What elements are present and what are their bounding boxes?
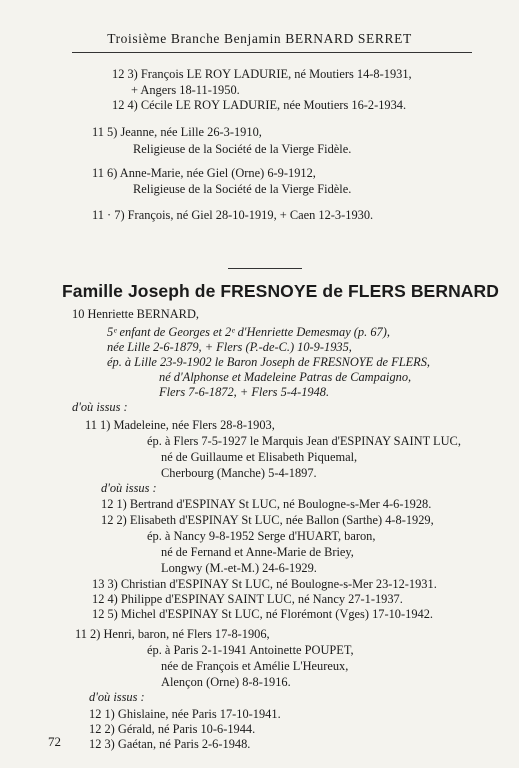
genealogy-line: ép. à Flers 7-5-1927 le Marquis Jean d'ESPINAY SAINT LUC, bbox=[147, 434, 461, 448]
header-rule bbox=[72, 52, 472, 53]
genealogy-line: ép. à Nancy 9-8-1952 Serge d'HUART, baron, bbox=[147, 529, 376, 543]
genealogy-line: ép. à Lille 23-9-1902 le Baron Joseph de FRESNOYE de FLERS, bbox=[107, 355, 431, 369]
genealogy-line: Alençon (Orne) 8-8-1916. bbox=[161, 675, 291, 689]
genealogy-line: né de Guillaume et Elisabeth Piquemal, bbox=[161, 450, 358, 464]
genealogy-line: 12 4) Cécile LE ROY LADURIE, née Moutiers 16-2-1934. bbox=[112, 98, 407, 112]
genealogy-line: né d'Alphonse et Madeleine Patras de Campaigno, bbox=[159, 370, 412, 384]
genealogy-line: Religieuse de la Société de la Vierge Fidèle. bbox=[133, 142, 352, 156]
family-title: Famille Joseph de FRESNOYE de FLERS BERNARD bbox=[62, 281, 500, 301]
genealogy-line: Cherbourg (Manche) 5-4-1897. bbox=[161, 466, 317, 480]
genealogy-line: Flers 7-6-1872, + Flers 5-4-1948. bbox=[159, 385, 330, 399]
genealogy-line: née de François et Amélie L'Heureux, bbox=[161, 659, 349, 673]
genealogy-line: d'où issus : bbox=[101, 481, 157, 495]
genealogy-line: 12 3) François LE ROY LADURIE, né Moutiers 14-8-1931, bbox=[112, 67, 412, 81]
genealogy-line: d'où issus : bbox=[72, 400, 128, 414]
genealogy-line: 11 6) Anne-Marie, née Giel (Orne) 6-9-1912, bbox=[92, 166, 316, 180]
genealogy-line: 10 Henriette BERNARD, bbox=[72, 307, 199, 321]
genealogy-line: Religieuse de la Société de la Vierge Fidèle. bbox=[133, 182, 352, 196]
section-separator bbox=[228, 268, 302, 269]
genealogy-line: née Lille 2-6-1879, + Flers (P.-de-C.) 10-9-1935, bbox=[107, 340, 352, 354]
genealogy-line: 11 5) Jeanne, née Lille 26-3-1910, bbox=[92, 125, 262, 139]
genealogy-line: né de Fernand et Anne-Marie de Briey, bbox=[161, 545, 354, 559]
genealogy-line: 12 2) Gérald, né Paris 10-6-1944. bbox=[89, 722, 256, 736]
genealogy-line: 12 5) Michel d'ESPINAY St LUC, né Florémont (Vges) 17-10-1942. bbox=[92, 607, 434, 621]
genealogy-line: d'où issus : bbox=[89, 690, 145, 704]
genealogy-line: 13 3) Christian d'ESPINAY St LUC, né Boulogne-s-Mer 23-12-1931. bbox=[92, 577, 437, 591]
running-header: Troisième Branche Benjamin BERNARD SERRET bbox=[107, 31, 412, 46]
genealogy-line: 12 3) Gaétan, né Paris 2-6-1948. bbox=[89, 737, 251, 751]
genealogy-line: 12 1) Bertrand d'ESPINAY St LUC, né Boulogne-s-Mer 4-6-1928. bbox=[101, 497, 432, 511]
genealogy-line: 12 1) Ghislaine, née Paris 17-10-1941. bbox=[89, 707, 281, 721]
genealogy-line: Longwy (M.-et-M.) 24-6-1929. bbox=[161, 561, 317, 575]
genealogy-line: 11 · 7) François, né Giel 28-10-1919, + Caen 12-3-1930. bbox=[92, 208, 374, 222]
page-number: 72 bbox=[48, 734, 61, 749]
genealogy-line: 11 2) Henri, baron, né Flers 17-8-1906, bbox=[75, 627, 270, 641]
genealogy-line: 11 1) Madeleine, née Flers 28-8-1903, bbox=[85, 418, 275, 432]
genealogy-line: + Angers 18-11-1950. bbox=[131, 83, 240, 97]
genealogy-line: 12 4) Philippe d'ESPINAY SAINT LUC, né Nancy 27-1-1937. bbox=[92, 592, 403, 606]
genealogy-line: ép. à Paris 2-1-1941 Antoinette POUPET, bbox=[147, 643, 354, 657]
genealogy-line: 5ᵉ enfant de Georges et 2ᵉ d'Henriette Demesmay (p. 67), bbox=[107, 325, 390, 339]
genealogy-line: 12 2) Elisabeth d'ESPINAY St LUC, née Ballon (Sarthe) 4-8-1929, bbox=[101, 513, 434, 527]
